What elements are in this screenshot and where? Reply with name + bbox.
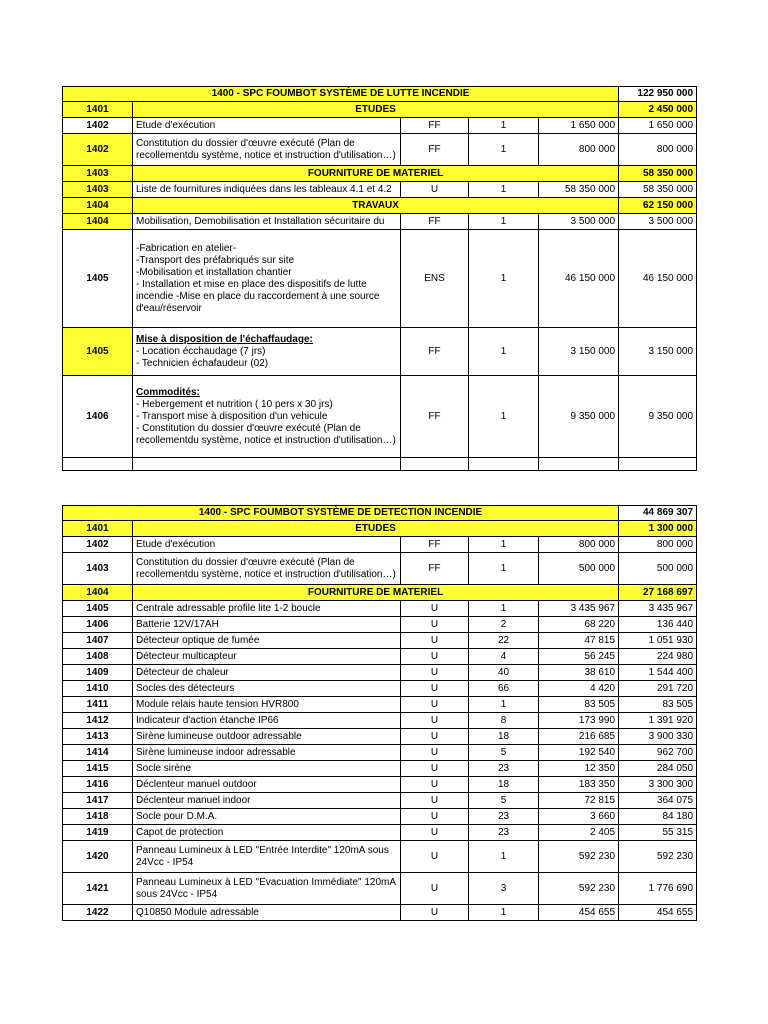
item-unit-price: 56 245 — [539, 649, 619, 665]
table-row — [63, 376, 697, 458]
item-unit: U — [401, 729, 469, 745]
item-code: 1417 — [63, 793, 133, 809]
item-unit: U — [401, 905, 469, 921]
table-row — [63, 825, 697, 841]
item-amount: 3 500 000 — [619, 214, 697, 230]
item-description: Mobilisation, Demobilisation et Installation sécuritaire du — [133, 214, 401, 230]
item-quantity: 18 — [469, 777, 539, 793]
item-unit-price: 500 000 — [539, 553, 619, 585]
item-description — [133, 376, 401, 458]
section-row — [63, 166, 697, 182]
item-amount: 3 300 300 — [619, 777, 697, 793]
table-row — [63, 713, 697, 729]
item-code: 1402 — [63, 537, 133, 553]
item-unit: U — [401, 649, 469, 665]
item-unit-price: 12 350 — [539, 761, 619, 777]
item-unit-price: 3 500 000 — [539, 214, 619, 230]
item-quantity: 1 — [469, 841, 539, 873]
table-header-row — [63, 87, 697, 102]
item-code: 1410 — [63, 681, 133, 697]
section-total: 2 450 000 — [619, 102, 697, 118]
table-row — [63, 617, 697, 633]
item-unit: U — [401, 841, 469, 873]
item-code: 1420 — [63, 841, 133, 873]
item-code: 1421 — [63, 873, 133, 905]
item-description: Constitution du dossier d'œuvre exécuté (Plan de recollementdu système, notice et instruction d'utilisation…) — [133, 553, 401, 585]
table-row — [63, 729, 697, 745]
item-code: 1408 — [63, 649, 133, 665]
section-code: 1404 — [63, 198, 133, 214]
item-description: Socles des détecteurs — [133, 681, 401, 697]
empty-cell — [619, 458, 697, 471]
item-unit-price: 9 350 000 — [539, 376, 619, 458]
section-total: 58 350 000 — [619, 166, 697, 182]
table-row — [63, 537, 697, 553]
item-unit: U — [401, 777, 469, 793]
section-label: TRAVAUX — [133, 198, 619, 214]
item-unit: ENS — [401, 230, 469, 328]
item-unit-price: 58 350 000 — [539, 182, 619, 198]
empty-cell — [133, 458, 401, 471]
item-unit-price: 3 660 — [539, 809, 619, 825]
item-description: Sirène lumineuse outdoor adressable — [133, 729, 401, 745]
item-unit-price: 3 150 000 — [539, 328, 619, 376]
item-line: - Technicien échafaudeur (02) — [136, 357, 269, 369]
item-description: Constitution du dossier d'œuvre exécuté (Plan de recollementdu système, notice et instruction d'utilisation…) — [133, 134, 401, 166]
item-unit: FF — [401, 376, 469, 458]
item-unit-price: 173 990 — [539, 713, 619, 729]
item-quantity: 1 — [469, 230, 539, 328]
item-unit: U — [401, 665, 469, 681]
empty-row — [63, 458, 697, 471]
item-unit: U — [401, 825, 469, 841]
item-amount: 1 776 690 — [619, 873, 697, 905]
item-quantity: 66 — [469, 681, 539, 697]
section-code: 1401 — [63, 521, 133, 537]
item-unit-price: 800 000 — [539, 537, 619, 553]
item-amount: 800 000 — [619, 134, 697, 166]
item-description: Détecteur multicapteur — [133, 649, 401, 665]
table-row — [63, 745, 697, 761]
item-unit: FF — [401, 328, 469, 376]
empty-cell — [63, 458, 133, 471]
table-row — [63, 697, 697, 713]
item-unit-price: 1 650 000 — [539, 118, 619, 134]
item-unit: U — [401, 182, 469, 198]
item-description: Indicateur d'action étanche IP66 — [133, 713, 401, 729]
item-description: Sirène lumineuse indoor adressable — [133, 745, 401, 761]
table-title: 1400 - SPC FOUMBOT SYSTÈME DE DETECTION INCENDIE — [63, 506, 619, 521]
item-amount: 55 315 — [619, 825, 697, 841]
item-code: 1415 — [63, 761, 133, 777]
item-code: 1402 — [63, 134, 133, 166]
item-amount: 962 700 — [619, 745, 697, 761]
item-amount: 46 150 000 — [619, 230, 697, 328]
item-quantity: 5 — [469, 793, 539, 809]
section-row — [63, 102, 697, 118]
item-heading: Commodités: — [136, 386, 200, 398]
table-row — [63, 681, 697, 697]
item-quantity: 1 — [469, 697, 539, 713]
item-amount: 224 980 — [619, 649, 697, 665]
item-quantity: 4 — [469, 649, 539, 665]
item-code: 1416 — [63, 777, 133, 793]
table-row — [63, 777, 697, 793]
item-quantity: 3 — [469, 873, 539, 905]
table-row — [63, 553, 697, 585]
item-line: -Transport des préfabriqués sur site — [136, 254, 295, 266]
item-description: Module relais haute tension HVR800 — [133, 697, 401, 713]
item-unit: U — [401, 617, 469, 633]
item-code: 1419 — [63, 825, 133, 841]
item-unit-price: 68 220 — [539, 617, 619, 633]
item-amount: 364 075 — [619, 793, 697, 809]
item-amount: 3 150 000 — [619, 328, 697, 376]
table-total: 122 950 000 — [619, 87, 697, 102]
table-row — [63, 873, 697, 905]
table-row — [63, 601, 697, 617]
item-unit: U — [401, 745, 469, 761]
item-description: Etude d'exécution — [133, 537, 401, 553]
item-heading: Mise à disposition de l'échaffaudage: — [136, 333, 313, 345]
item-line: - Installation et mise en place des dispositifs de lutte incendie -Mise en place du raccordement à une source d'eau/réservoir — [136, 278, 380, 314]
item-code: 1406 — [63, 617, 133, 633]
table-header-row — [63, 506, 697, 521]
item-quantity: 1 — [469, 905, 539, 921]
item-code: 1402 — [63, 118, 133, 134]
item-quantity: 23 — [469, 825, 539, 841]
item-amount: 454 655 — [619, 905, 697, 921]
table-total: 44 869 307 — [619, 506, 697, 521]
item-quantity: 1 — [469, 328, 539, 376]
section-label: FOURNITURE DE MATERIEL — [133, 166, 619, 182]
item-code: 1404 — [63, 214, 133, 230]
item-code: 1407 — [63, 633, 133, 649]
table-row — [63, 665, 697, 681]
item-amount: 500 000 — [619, 553, 697, 585]
item-amount: 3 900 330 — [619, 729, 697, 745]
item-description: Détecteur optique de fumée — [133, 633, 401, 649]
table-row — [63, 905, 697, 921]
section-label: ETUDES — [133, 521, 619, 537]
item-unit-price: 216 685 — [539, 729, 619, 745]
item-unit-price: 800 000 — [539, 134, 619, 166]
table-row — [63, 761, 697, 777]
item-amount: 58 350 000 — [619, 182, 697, 198]
item-quantity: 23 — [469, 809, 539, 825]
item-unit: U — [401, 873, 469, 905]
section-total: 27 168 697 — [619, 585, 697, 601]
item-quantity: 40 — [469, 665, 539, 681]
item-unit: FF — [401, 537, 469, 553]
item-quantity: 2 — [469, 617, 539, 633]
section-total: 62 150 000 — [619, 198, 697, 214]
item-code: 1405 — [63, 230, 133, 328]
fire-fighting-table — [62, 86, 697, 471]
item-unit-price: 592 230 — [539, 873, 619, 905]
item-quantity: 22 — [469, 633, 539, 649]
item-code: 1403 — [63, 553, 133, 585]
section-row — [63, 521, 697, 537]
empty-cell — [469, 458, 539, 471]
item-code: 1422 — [63, 905, 133, 921]
item-unit: U — [401, 713, 469, 729]
item-amount: 1 051 930 — [619, 633, 697, 649]
item-line: - Location écchaudage (7 jrs) — [136, 345, 266, 357]
item-quantity: 5 — [469, 745, 539, 761]
item-code: 1403 — [63, 182, 133, 198]
item-unit-price: 83 505 — [539, 697, 619, 713]
item-quantity: 8 — [469, 713, 539, 729]
item-quantity: 1 — [469, 118, 539, 134]
section-code: 1404 — [63, 585, 133, 601]
item-description: Etude d'exécution — [133, 118, 401, 134]
item-quantity: 18 — [469, 729, 539, 745]
item-description: Panneau Lumineux à LED "Entrée Interdite" 120mA sous 24Vcc - IP54 — [133, 841, 401, 873]
item-line: -Mobilisation et installation chantier — [136, 266, 292, 278]
item-description: Batterie 12V/17AH — [133, 617, 401, 633]
item-unit-price: 3 435 967 — [539, 601, 619, 617]
item-code: 1412 — [63, 713, 133, 729]
item-code: 1406 — [63, 376, 133, 458]
item-unit: U — [401, 809, 469, 825]
item-unit: U — [401, 793, 469, 809]
item-unit-price: 47 815 — [539, 633, 619, 649]
item-line: - Constitution du dossier d'œuvre exécuté (Plan de recollementdu système, notice et instruction d'utilisation…) — [136, 422, 396, 446]
item-amount: 1 391 920 — [619, 713, 697, 729]
item-description: Détecteur de chaleur — [133, 665, 401, 681]
item-amount: 284 050 — [619, 761, 697, 777]
item-description: Socle sirène — [133, 761, 401, 777]
item-amount: 3 435 967 — [619, 601, 697, 617]
empty-cell — [401, 458, 469, 471]
fire-detection-table — [62, 505, 697, 921]
item-amount: 592 230 — [619, 841, 697, 873]
item-quantity: 1 — [469, 537, 539, 553]
item-amount: 83 505 — [619, 697, 697, 713]
item-description: Déclenteur manuel indoor — [133, 793, 401, 809]
item-unit: FF — [401, 118, 469, 134]
item-code: 1414 — [63, 745, 133, 761]
section-row — [63, 585, 697, 601]
table-row — [63, 328, 697, 376]
item-unit: U — [401, 633, 469, 649]
item-quantity: 1 — [469, 376, 539, 458]
item-description: Liste de fournitures indiquées dans les tableaux 4.1 et 4.2 — [133, 182, 401, 198]
item-amount: 136 440 — [619, 617, 697, 633]
item-code: 1409 — [63, 665, 133, 681]
item-unit-price: 46 150 000 — [539, 230, 619, 328]
table-title: 1400 - SPC FOUMBOT SYSTÈME DE LUTTE INCENDIE — [63, 87, 619, 102]
item-description: Panneau Lumineux à LED "Evacuation Immédiate" 120mA sous 24Vcc - IP54 — [133, 873, 401, 905]
item-code: 1413 — [63, 729, 133, 745]
table-row — [63, 809, 697, 825]
section-label: ETUDES — [133, 102, 619, 118]
item-description — [133, 230, 401, 328]
item-quantity: 1 — [469, 214, 539, 230]
item-description: Centrale adressable profile lite 1-2 boucle — [133, 601, 401, 617]
item-amount: 800 000 — [619, 537, 697, 553]
item-description: Déclenteur manuel outdoor — [133, 777, 401, 793]
item-unit: U — [401, 697, 469, 713]
item-amount: 1 544 400 — [619, 665, 697, 681]
table-row — [63, 118, 697, 134]
table-row — [63, 649, 697, 665]
section-row — [63, 198, 697, 214]
item-unit: FF — [401, 553, 469, 585]
item-code: 1405 — [63, 328, 133, 376]
item-amount: 9 350 000 — [619, 376, 697, 458]
item-line: - Hebergement et nutrition ( 10 pers x 30 jrs) — [136, 398, 333, 410]
item-line: - Transport mise à disposition d'un vehicule — [136, 410, 328, 422]
item-unit-price: 2 405 — [539, 825, 619, 841]
item-unit: U — [401, 681, 469, 697]
table-row — [63, 134, 697, 166]
table-row — [63, 841, 697, 873]
table-row — [63, 182, 697, 198]
table-row — [63, 214, 697, 230]
table-row — [63, 633, 697, 649]
item-code: 1405 — [63, 601, 133, 617]
section-code: 1401 — [63, 102, 133, 118]
item-quantity: 1 — [469, 182, 539, 198]
item-unit-price: 183 350 — [539, 777, 619, 793]
item-unit: U — [401, 761, 469, 777]
item-unit: FF — [401, 214, 469, 230]
item-unit-price: 454 655 — [539, 905, 619, 921]
item-unit-price: 4 420 — [539, 681, 619, 697]
section-label: FOURNITURE DE MATERIEL — [133, 585, 619, 601]
item-line: -Fabrication en atelier- — [136, 242, 237, 254]
item-description: Q10850 Module adressable — [133, 905, 401, 921]
item-amount: 1 650 000 — [619, 118, 697, 134]
item-quantity: 1 — [469, 134, 539, 166]
item-code: 1418 — [63, 809, 133, 825]
item-amount: 291 720 — [619, 681, 697, 697]
item-quantity: 1 — [469, 553, 539, 585]
empty-cell — [539, 458, 619, 471]
item-description — [133, 328, 401, 376]
section-code: 1403 — [63, 166, 133, 182]
item-unit-price: 192 540 — [539, 745, 619, 761]
item-code: 1411 — [63, 697, 133, 713]
item-unit: U — [401, 601, 469, 617]
item-quantity: 1 — [469, 601, 539, 617]
item-description: Socle pour D.M.A. — [133, 809, 401, 825]
item-quantity: 23 — [469, 761, 539, 777]
item-description: Capot de protection — [133, 825, 401, 841]
table-row — [63, 230, 697, 328]
item-unit: FF — [401, 134, 469, 166]
item-amount: 84 180 — [619, 809, 697, 825]
section-total: 1 300 000 — [619, 521, 697, 537]
item-unit-price: 72 815 — [539, 793, 619, 809]
item-unit-price: 38 610 — [539, 665, 619, 681]
item-unit-price: 592 230 — [539, 841, 619, 873]
table-row — [63, 793, 697, 809]
